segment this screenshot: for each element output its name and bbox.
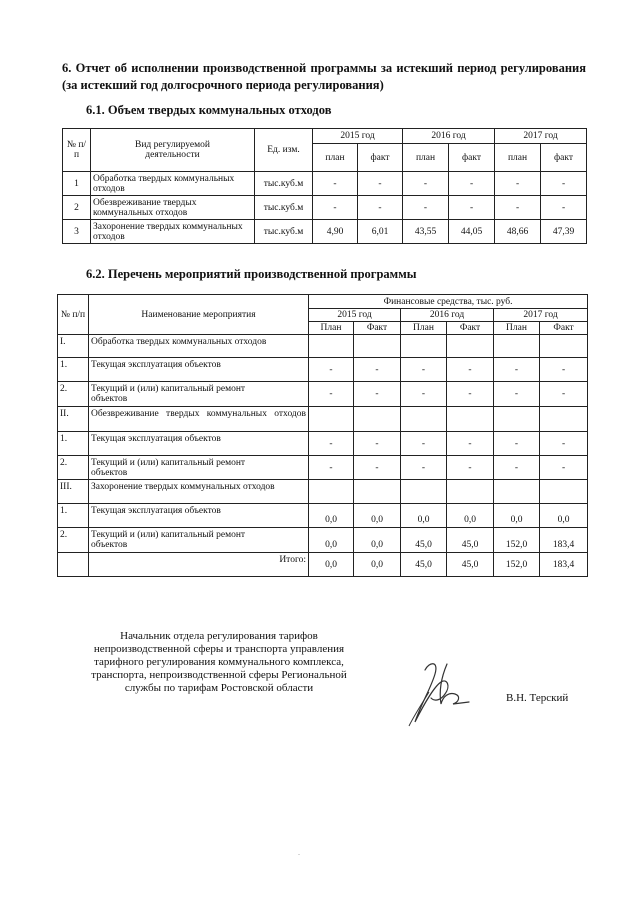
- value-cell: -: [313, 172, 358, 196]
- value-cell: [309, 407, 354, 432]
- value-cell: -: [447, 456, 494, 480]
- row-number: 1.: [58, 504, 89, 528]
- measure-name: Захоронение твердых коммунальных отходов: [89, 480, 309, 504]
- t1-header-fact: факт: [449, 144, 495, 172]
- t2-header-name: Наименование мероприятия: [89, 295, 309, 335]
- row-number: 2.: [58, 382, 89, 407]
- t2-header-fact: Факт: [447, 322, 494, 335]
- measure-name: Текущая эксплуатация объектов: [89, 432, 309, 456]
- value-cell: -: [401, 382, 447, 407]
- value-cell: [540, 335, 588, 358]
- footer-dot: .: [298, 848, 300, 857]
- program-measures-table: [57, 294, 588, 577]
- value-cell: 44,05: [449, 220, 495, 244]
- value-cell: -: [401, 432, 447, 456]
- table-row: [58, 456, 588, 480]
- t1-header-activity: Вид регулируемой деятельности: [91, 129, 255, 172]
- value-cell: -: [358, 196, 403, 220]
- t1-header-no: № п/п: [63, 129, 91, 172]
- value-cell: [354, 335, 401, 358]
- row-number: 1.: [58, 358, 89, 382]
- value-cell: [447, 335, 494, 358]
- value-cell: -: [540, 358, 588, 382]
- value-cell: [494, 335, 540, 358]
- t2-header-fact: Факт: [540, 322, 588, 335]
- table-row: [63, 196, 587, 220]
- measure-name: Обработка твердых коммунальных отходов: [89, 335, 309, 358]
- row-number: 2.: [58, 456, 89, 480]
- value-cell: [540, 407, 588, 432]
- value-cell: [401, 335, 447, 358]
- table-row: [63, 172, 587, 196]
- value-cell: -: [494, 382, 540, 407]
- value-cell: [540, 480, 588, 504]
- row-number: 2: [63, 196, 91, 220]
- value-cell: -: [495, 172, 541, 196]
- row-number: I.: [58, 335, 89, 358]
- value-cell: [401, 480, 447, 504]
- table-row: [58, 504, 588, 528]
- total-value: 0,0: [354, 553, 401, 577]
- t1-header-plan: план: [403, 144, 449, 172]
- value-cell: -: [358, 172, 403, 196]
- t2-header-fact: Факт: [354, 322, 401, 335]
- value-cell: 45,0: [401, 528, 447, 553]
- t1-header-fact: факт: [541, 144, 587, 172]
- value-cell: -: [540, 382, 588, 407]
- value-cell: 0,0: [309, 528, 354, 553]
- t1-header-year-2017: 2017 год: [495, 129, 587, 144]
- value-cell: -: [540, 456, 588, 480]
- total-value: 152,0: [494, 553, 540, 577]
- value-cell: -: [354, 456, 401, 480]
- t1-header-year-2015: 2015 год: [313, 129, 403, 144]
- measure-name: Текущая эксплуатация объектов: [89, 358, 309, 382]
- value-cell: -: [309, 456, 354, 480]
- value-cell: -: [309, 382, 354, 407]
- value-cell: -: [354, 358, 401, 382]
- total-value: 0,0: [309, 553, 354, 577]
- t2-header-finance: Финансовые средства, тыс. руб.: [309, 295, 588, 309]
- value-cell: -: [494, 358, 540, 382]
- table2-title: 6.2. Перечень мероприятий производственной программы: [86, 267, 417, 281]
- value-cell: -: [449, 172, 495, 196]
- value-cell: [494, 480, 540, 504]
- t2-header-plan: План: [494, 322, 540, 335]
- t1-header-plan: план: [495, 144, 541, 172]
- value-cell: [401, 407, 447, 432]
- value-cell: [354, 480, 401, 504]
- table-row: [63, 220, 587, 244]
- row-number: 3: [63, 220, 91, 244]
- row-number: II.: [58, 407, 89, 432]
- value-cell: [447, 407, 494, 432]
- value-cell: 6,01: [358, 220, 403, 244]
- value-cell: [309, 335, 354, 358]
- t2-header-plan: План: [309, 322, 354, 335]
- value-cell: -: [541, 172, 587, 196]
- t2-header-plan: План: [401, 322, 447, 335]
- table-row: [58, 528, 588, 553]
- value-cell: -: [494, 456, 540, 480]
- value-cell: 0,0: [540, 504, 588, 528]
- value-cell: -: [403, 172, 449, 196]
- row-number: III.: [58, 480, 89, 504]
- total-value: 45,0: [447, 553, 494, 577]
- t2-header-year-2017: 2017 год: [494, 309, 588, 322]
- t1-header-plan: план: [313, 144, 358, 172]
- measure-name: Обезвреживание твердых коммунальных отходов: [89, 407, 309, 432]
- table-row: [58, 432, 588, 456]
- unit: тыс.куб.м: [255, 172, 313, 196]
- unit: тыс.куб.м: [255, 196, 313, 220]
- value-cell: -: [495, 196, 541, 220]
- value-cell: 0,0: [354, 504, 401, 528]
- row-number: 2.: [58, 528, 89, 553]
- value-cell: [447, 480, 494, 504]
- measure-name: Текущий и (или) капитальный ремонт объектов: [89, 456, 309, 480]
- value-cell: 0,0: [401, 504, 447, 528]
- value-cell: -: [540, 432, 588, 456]
- value-cell: -: [313, 196, 358, 220]
- row-number: 1.: [58, 432, 89, 456]
- value-cell: 0,0: [494, 504, 540, 528]
- value-cell: -: [401, 358, 447, 382]
- total-row: [58, 553, 588, 577]
- activity-name: Обработка твердых коммунальных отходов: [91, 172, 255, 196]
- t2-header-year-2015: 2015 год: [309, 309, 401, 322]
- value-cell: 0,0: [354, 528, 401, 553]
- t2-header-year-2016: 2016 год: [401, 309, 494, 322]
- value-cell: [494, 407, 540, 432]
- value-cell: 4,90: [313, 220, 358, 244]
- signatory-position: Начальник отдела регулирования тарифов непроизводственной сферы и транспорта управления тарифного регулирования коммунального комплекса, транспорта, непроизводственной сферы Региональной службы по тарифам Ростовской области: [91, 630, 347, 694]
- value-cell: 0,0: [309, 504, 354, 528]
- unit: тыс.куб.м: [255, 220, 313, 244]
- value-cell: -: [354, 432, 401, 456]
- value-cell: [354, 407, 401, 432]
- row-number: 1: [63, 172, 91, 196]
- value-cell: [309, 480, 354, 504]
- value-cell: -: [403, 196, 449, 220]
- value-cell: 43,55: [403, 220, 449, 244]
- measure-name: Текущий и (или) капитальный ремонт объектов: [89, 528, 309, 553]
- table-row: [58, 407, 588, 432]
- table-row: [58, 480, 588, 504]
- value-cell: 0,0: [447, 504, 494, 528]
- table-row: [58, 358, 588, 382]
- value-cell: 45,0: [447, 528, 494, 553]
- value-cell: -: [447, 382, 494, 407]
- section-heading: 6. Отчет об исполнении производственной программы за истекший период регулирования (за истекший год долгосрочного периода регулирования): [62, 61, 586, 92]
- total-label: Итого:: [89, 553, 309, 577]
- value-cell: -: [309, 358, 354, 382]
- t1-header-year-2016: 2016 год: [403, 129, 495, 144]
- value-cell: 152,0: [494, 528, 540, 553]
- value-cell: 47,39: [541, 220, 587, 244]
- t2-header-no: № п/п: [58, 295, 89, 335]
- measure-name: Текущая эксплуатация объектов: [89, 504, 309, 528]
- signatory-name: В.Н. Терский: [506, 692, 569, 704]
- value-cell: -: [449, 196, 495, 220]
- value-cell: 183,4: [540, 528, 588, 553]
- table-row: [58, 382, 588, 407]
- value-cell: -: [541, 196, 587, 220]
- value-cell: -: [447, 432, 494, 456]
- table-row: [58, 335, 588, 358]
- value-cell: -: [447, 358, 494, 382]
- total-value: 183,4: [540, 553, 588, 577]
- total-value: 45,0: [401, 553, 447, 577]
- activity-name: Захоронение твердых коммунальных отходов: [91, 220, 255, 244]
- value-cell: -: [494, 432, 540, 456]
- waste-volume-table: [62, 128, 587, 244]
- handwritten-signature: [395, 652, 485, 732]
- value-cell: 48,66: [495, 220, 541, 244]
- t1-header-unit: Ед. изм.: [255, 129, 313, 172]
- t1-header-fact: факт: [358, 144, 403, 172]
- value-cell: -: [401, 456, 447, 480]
- activity-name: Обезвреживание твердых коммунальных отходов: [91, 196, 255, 220]
- measure-name: Текущий и (или) капитальный ремонт объектов: [89, 382, 309, 407]
- table1-title: 6.1. Объем твердых коммунальных отходов: [86, 103, 332, 117]
- value-cell: -: [354, 382, 401, 407]
- value-cell: -: [309, 432, 354, 456]
